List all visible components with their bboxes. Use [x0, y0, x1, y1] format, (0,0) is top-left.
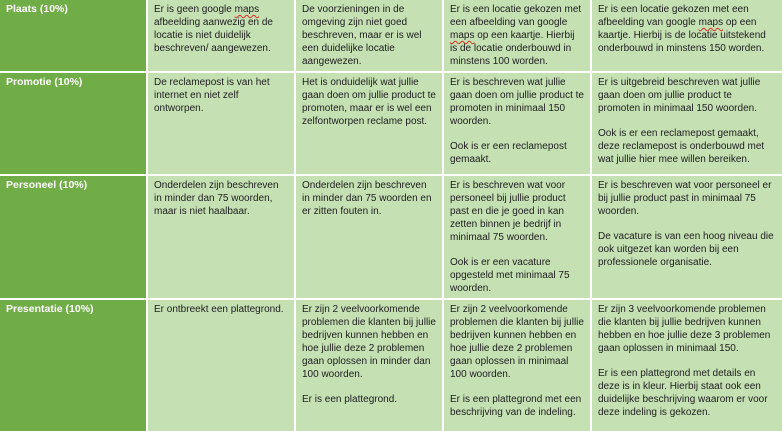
cell-plaats-level-2 [295, 0, 443, 72]
cell-presentatie-level-2 [295, 299, 443, 431]
cell-paragraph: Het is onduidelijk wat jullie gaan doen om jullie product te promoten, maar er is wel een zelfontworpen reclame post. [302, 77, 436, 127]
cell-personeel-level-2 [295, 175, 443, 299]
cell-plaats-level-1 [147, 0, 295, 72]
cell-plaats-level-3 [443, 0, 591, 72]
cell-personeel-level-1 [147, 175, 295, 299]
rubric-row-plaats [0, 0, 782, 72]
misspelled-word: maps [234, 4, 260, 15]
cell-paragraph: Ook is er een vacature opgesteld met minimaal 75 woorden. [450, 257, 570, 294]
cell-paragraph: Ook is er een reclamepost gemaakt. [450, 141, 567, 165]
cell-paragraph: Er is een plattegrond met een beschrijving van de indeling. [450, 394, 582, 418]
cell-paragraph: Er is een plattegrond met details en deze is in kleur. Hierbij staat ook een duidelijke beschrijving waarom er voor deze indeling is gekozen. [598, 368, 768, 418]
rubric-row-personeel [0, 175, 782, 299]
cell-paragraph: Er zijn 2 veelvoorkomende problemen die klanten bij jullie bedrijven kunnen hebben en hoe jullie deze 2 problemen gaan oplossen in minimaal 100 woorden. [450, 304, 584, 380]
cell-paragraph: De vacature is van een hoog niveau die ook uitgezet kan worden bij een professionele organisatie. [598, 231, 774, 268]
cell-paragraph: Er is uitgebreid beschreven wat jullie gaan doen om jullie product te promoten in minimaal 150 woorden. [598, 77, 761, 114]
cell-paragraph: Er is beschreven wat voor personeel er bij jullie product past in minimaal 75 woorden. [598, 180, 772, 217]
criterion-promotie: Promotie (10%) [0, 72, 147, 175]
cell-promotie-level-4 [591, 72, 782, 175]
cell-paragraph: Er is een locatie gekozen met een afbeelding van google maps op een kaartje. Hierbij is de locatie onderbouwd in minstens 100 worden. [450, 4, 582, 67]
cell-promotie-level-3 [443, 72, 591, 175]
misspelled-word: maps [450, 30, 475, 41]
cell-personeel-level-4 [591, 175, 782, 299]
cell-presentatie-level-1 [147, 299, 295, 431]
cell-promotie-level-1 [147, 72, 295, 175]
cell-personeel-level-3 [443, 175, 591, 299]
cell-paragraph: Er is een locatie gekozen met een afbeelding van google maps op een kaartje. Hierbij is de locatie uitstekend onderbouwd in minstens 150 worden. [598, 4, 766, 54]
cell-paragraph: De reclamepost is van het internet en niet zelf ontworpen. [154, 77, 270, 114]
cell-presentatie-level-4 [591, 299, 782, 431]
cell-presentatie-level-3 [443, 299, 591, 431]
cell-paragraph: Ook is er een reclamepost gemaakt, deze reclamepost is onderbouwd met wat jullie hier mee willen bereiken. [598, 128, 765, 165]
cell-paragraph: Er is beschreven wat voor personeel bij jullie product past en die je goed in kan zetten binnen je bedrijf in minimaal 75 woorden. [450, 180, 566, 243]
cell-paragraph: Er is een plattegrond. [302, 394, 398, 405]
cell-paragraph: Er is beschreven wat jullie gaan doen om jullie product te promoten in minimaal 150 woorden. [450, 77, 584, 127]
cell-paragraph: Er zijn 2 veelvoorkomende problemen die klanten bij jullie bedrijven kunnen hebben en hoe jullie deze 2 problemen gaan oplossen in minder dan 100 woorden. [302, 304, 436, 380]
criterion-plaats: Plaats (10%) [0, 0, 147, 72]
cell-promotie-level-2 [295, 72, 443, 175]
cell-paragraph: Onderdelen zijn beschreven in minder dan 75 woorden en er zitten fouten in. [302, 180, 432, 217]
cell-paragraph: Er is geen google maps afbeelding aanwezig en de locatie is niet duidelijk beschreven/ aangewezen. [154, 4, 273, 54]
criterion-presentatie: Presentatie (10%) [0, 299, 147, 431]
cell-paragraph: De voorzieningen in de omgeving zijn niet goed beschreven, maar er is wel een duidelijke locatie aangewezen. [302, 4, 422, 67]
cell-paragraph: Er zijn 3 veelvoorkomende problemen die klanten bij jullie bedrijven kunnen hebben en hoe jullie deze 3 problemen gaan oplossen in minimaal 150. [598, 304, 771, 354]
cell-paragraph: Onderdelen zijn beschreven in minder dan 75 woorden, maar is niet haalbaar. [154, 180, 279, 217]
misspelled-word: maps [698, 17, 724, 28]
criterion-personeel: Personeel (10%) [0, 175, 147, 299]
cell-plaats-level-4 [591, 0, 782, 72]
rubric-row-promotie [0, 72, 782, 175]
cell-paragraph: Er ontbreekt een plattegrond. [154, 304, 284, 315]
rubric-row-presentatie [0, 299, 782, 431]
